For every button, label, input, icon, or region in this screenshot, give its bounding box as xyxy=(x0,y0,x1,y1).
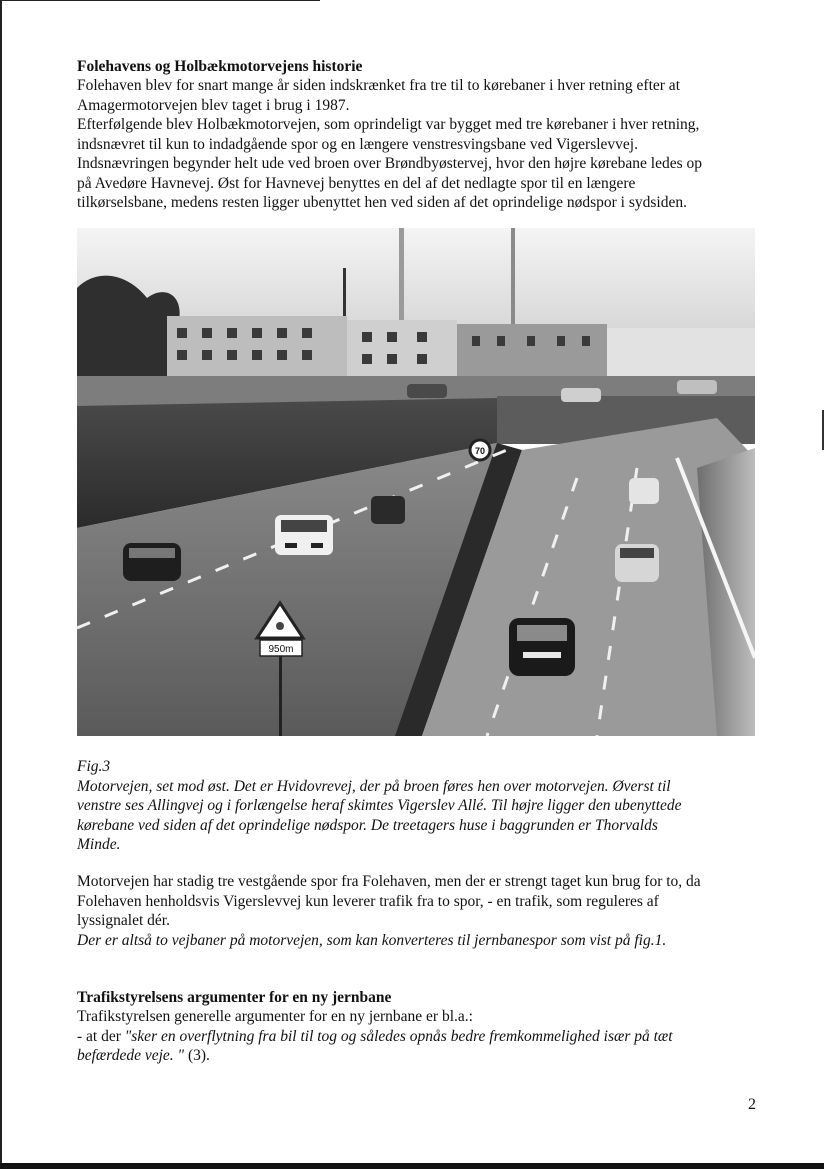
speed-limit-text: 70 xyxy=(474,446,486,456)
lanes-line: Motorvejen har stadig tre vestgående spor fra Folehaven, men der er strengt taget kun brug for to, da xyxy=(77,873,701,890)
arguments-bullet-cont xyxy=(77,1046,757,1066)
scan-edge-top xyxy=(0,0,320,1)
lanes-conclusion: Der er altså to vejbaner på motorvejen, som kan konverteres til jernbanespor som vist på fig.1. xyxy=(77,931,667,949)
caption-line: Motorvejen, set mod øst. Det er Hvidovrevej, der på broen føres hen over motorvejen. Øverst til xyxy=(77,777,671,795)
history-line: Efterfølgende blev Holbækmotorvejen, som oprindeligt var bygget med tre kørebaner i hver retning, xyxy=(77,116,700,133)
history-section xyxy=(77,57,757,213)
caption-line: Minde. xyxy=(77,836,121,853)
caption-line: venstre ses Allingvej og i forlængelse heraf skimtes Vigerslev Allé. Til højre ligger den ubenyttede xyxy=(77,797,682,814)
lanes-section xyxy=(77,872,757,950)
lanes-line: lyssignalet dér. xyxy=(77,912,170,929)
speed-limit-sign xyxy=(470,440,490,460)
caption-line: kørebane ved siden af det oprindelige nødspor. De treetagers huse i baggrunden er Thorvalds xyxy=(77,816,658,834)
history-heading: Folehavens og Holbækmotorvejens historie xyxy=(77,58,363,75)
bullet-quote: "sker en overflytning fra bil til tog og således opnås bedre fremkommelighed især på tæt xyxy=(124,1027,673,1045)
building xyxy=(347,320,457,376)
history-line: på Avedøre Havnevej. Øst for Havnevej benyttes en del af det nedlagte spor til en længere xyxy=(77,174,636,192)
arguments-bullet xyxy=(77,1027,757,1047)
arguments-heading: Trafikstyrelsens argumenter for en ny jernbane xyxy=(77,989,392,1006)
car xyxy=(275,515,333,555)
car xyxy=(615,544,659,582)
bullet-prefix: - at der xyxy=(77,1027,125,1045)
arguments-intro: Trafikstyrelsen generelle argumenter for en ny jernbane er bl.a.: xyxy=(77,1008,473,1025)
scan-edge-left xyxy=(0,0,2,1169)
building xyxy=(167,316,347,376)
lanes-line: Folehaven henholdsvis Vigerslevvej kun leverer trafik fra to spor, - en trafik, som reguleres af xyxy=(77,892,659,910)
history-line: Folehaven blev for snart mange år siden indskrænket fra tre til to kørebaner i hver retning efter at xyxy=(77,77,680,94)
car xyxy=(629,478,659,504)
distance-sign-text: 950m xyxy=(268,644,294,655)
car xyxy=(123,543,181,581)
figure-caption xyxy=(77,757,757,855)
history-line: indsnævret til kun to indadgående spor og en længere venstresvingsbane ved Vigerslevvej. xyxy=(77,135,638,153)
motorway-photo xyxy=(77,228,755,736)
scan-edge-bottom xyxy=(0,1163,824,1169)
reference: (3). xyxy=(184,1047,210,1064)
bullet-quote-end: befærdede veje. " xyxy=(77,1047,185,1064)
car xyxy=(509,618,575,676)
building xyxy=(457,324,607,376)
car xyxy=(371,496,405,524)
figure-label: Fig.3 xyxy=(77,758,111,775)
history-line: Amagermotorvejen blev taget i brug i 1987. xyxy=(77,96,350,114)
history-line: Indsnævringen begynder helt ude ved broen over Brøndbyøstervej, hvor den højre kørebane ledes op xyxy=(77,155,702,172)
page-number: 2 xyxy=(748,1096,756,1113)
arguments-section xyxy=(77,988,757,1066)
history-line: tilkørselsbane, medens resten ligger ubenyttet hen ved siden af det oprindelige nødspor i sydsiden. xyxy=(77,194,687,211)
building xyxy=(607,328,755,376)
